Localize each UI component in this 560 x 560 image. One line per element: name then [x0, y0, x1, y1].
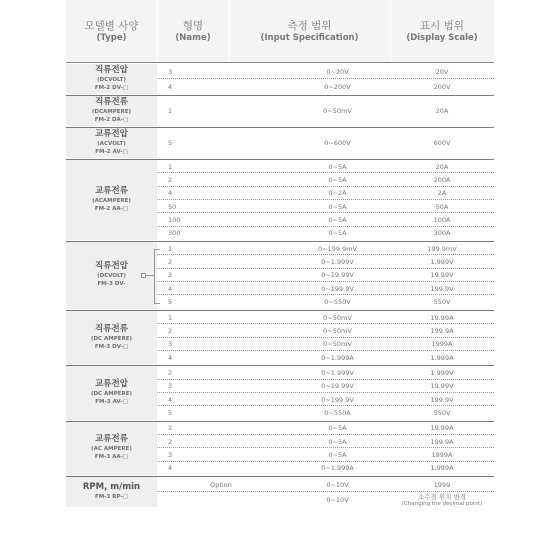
input-cell: 0~5A	[328, 202, 347, 211]
name-cell: 4	[168, 189, 173, 198]
name-cell: 3	[168, 340, 173, 349]
header-input	[229, 0, 390, 62]
table-row	[157, 255, 494, 268]
input-cell: 0~10V	[326, 495, 349, 504]
display-value: 19.99V	[430, 271, 454, 280]
header-model-ko: 모델별 사양	[84, 19, 139, 32]
display-value: 소수점 위치 변경	[417, 492, 467, 501]
model-name-ko: 직류전압	[95, 65, 128, 75]
name-cell: 4	[168, 284, 173, 293]
display-cell	[390, 160, 494, 173]
table-row	[157, 324, 494, 337]
model-code: FM-3 DV-	[97, 281, 126, 288]
table-row	[157, 296, 494, 309]
input-cell: 0~19.99V	[321, 271, 354, 280]
input-cell: 0~1.999A	[321, 464, 354, 473]
model-name-ko: 교류전압	[95, 129, 128, 139]
input-cell: 0~5A	[328, 162, 347, 171]
header-divider	[157, 0, 158, 62]
model-cell	[66, 128, 157, 158]
table-row	[157, 492, 494, 507]
name-cell: Option	[210, 480, 232, 489]
display-value: 199.9A	[430, 326, 454, 335]
name-cell: 3	[168, 382, 173, 391]
input-cell: 0~1.999A	[321, 353, 354, 362]
display-value: 2A	[437, 189, 447, 198]
display-value: 1.999V	[430, 368, 454, 377]
header-display	[390, 0, 494, 62]
display-cell	[390, 255, 494, 268]
table-row	[157, 282, 494, 295]
display-value: 199.9V	[430, 284, 454, 293]
display-cell	[390, 128, 494, 158]
table-row	[157, 242, 494, 255]
table-row	[157, 435, 494, 448]
display-cell	[390, 448, 494, 461]
model-name-ko: 교류전류	[95, 186, 128, 197]
input-cell: 0~550V	[324, 298, 351, 307]
display-cell	[390, 187, 494, 200]
name-cell: 4	[168, 82, 173, 91]
display-value: 19.99A	[430, 424, 454, 433]
model-code: FM-2 DA-□	[94, 117, 129, 123]
display-value: 1999	[433, 480, 451, 489]
table-row	[157, 380, 494, 393]
input-cell: 0~19.99V	[321, 382, 354, 391]
input-cell: 0~199.9mV	[318, 244, 357, 253]
name-cell	[157, 492, 285, 507]
table-row	[157, 173, 494, 186]
display-value: 20V	[435, 67, 449, 76]
display-cell	[390, 422, 494, 435]
bracket-marker	[141, 273, 146, 278]
display-value: 19.99A	[430, 313, 454, 322]
model-code: FM-3 DV-□	[94, 343, 129, 350]
input-cell: 0~50mV	[323, 326, 352, 335]
display-cell	[390, 324, 494, 337]
display-value: 1.999V	[430, 258, 454, 267]
model-code: FM-3 AV-□	[95, 398, 128, 405]
table-row	[157, 422, 494, 435]
table-row	[157, 200, 494, 213]
header-name-en: (Name)	[175, 32, 211, 43]
name-cell: 4	[168, 395, 173, 404]
display-value: 1.999A	[430, 464, 454, 473]
model-code: FM-3 RP-□	[95, 494, 128, 501]
input-cell: 0~5A	[328, 424, 347, 433]
display-value: 200A	[433, 176, 451, 185]
name-cell: 1	[168, 424, 173, 433]
model-code: FM-2 AA-□	[94, 206, 129, 213]
model-name-en: (DC AMPERE)	[90, 335, 133, 342]
spec-table	[66, 0, 494, 560]
name-cell: 2	[168, 437, 173, 446]
model-name-en: (DCVOLT)	[97, 273, 126, 280]
display-cell	[390, 477, 494, 492]
display-value: 200V	[433, 82, 451, 91]
name-cell: 1	[168, 107, 173, 115]
table-row	[157, 128, 494, 158]
name-cell: 1	[168, 313, 173, 322]
model-name-ko: 교류전압	[95, 378, 128, 389]
display-cell	[390, 462, 494, 475]
display-cell	[390, 351, 494, 364]
table-row	[157, 96, 494, 126]
input-cell: 0~20V	[326, 67, 349, 76]
model-name-ko: 직류전압	[95, 261, 128, 272]
input-cell: 0~600V	[324, 139, 351, 147]
display-value: 19.99V	[430, 382, 454, 391]
display-value: 1999A	[431, 451, 453, 460]
name-cell: 2	[168, 258, 173, 267]
display-value: 199.9mV	[427, 244, 457, 253]
table-row	[157, 406, 494, 419]
model-cell	[66, 366, 157, 419]
bracket-line	[154, 249, 160, 304]
display-value: 199.9V	[430, 395, 454, 404]
input-cell: 0~199.9V	[321, 395, 354, 404]
display-value: 1.999A	[430, 353, 454, 362]
display-cell	[390, 173, 494, 186]
model-name-en: (ACAMPERE)	[92, 198, 131, 205]
input-cell: 0~1.999V	[321, 368, 354, 377]
display-cell	[390, 242, 494, 255]
display-cell	[390, 406, 494, 419]
table-row	[157, 269, 494, 282]
input-cell: 0~5A	[328, 229, 347, 238]
header-display-ko: 표시 범위	[420, 19, 464, 32]
display-cell	[390, 79, 494, 94]
model-cell	[66, 96, 157, 126]
name-cell: 5	[168, 408, 173, 417]
table-row	[157, 227, 494, 240]
model-cell	[66, 422, 157, 475]
display-value: 1999A	[431, 340, 453, 349]
table-row	[157, 393, 494, 406]
table-row	[157, 79, 494, 94]
model-cell	[66, 311, 157, 364]
display-cell	[390, 96, 494, 126]
model-cell	[66, 64, 157, 94]
input-cell: 0~50mV	[323, 313, 352, 322]
display-cell	[390, 393, 494, 406]
display-value: 550V	[433, 298, 451, 307]
name-cell: 5	[168, 298, 173, 307]
display-cell	[390, 269, 494, 282]
input-cell: 0~5A	[328, 216, 347, 225]
model-cell	[66, 477, 157, 507]
header-divider	[390, 0, 391, 62]
header-display-en: (Display Scale)	[406, 32, 478, 43]
model-name-ko: 직류전류	[95, 97, 128, 107]
model-name-ko: RPM, m/min	[82, 482, 141, 493]
input-cell: 0~10V	[326, 480, 349, 489]
table-header	[66, 0, 494, 63]
display-value: 199.9A	[430, 437, 454, 446]
name-cell: 2	[168, 176, 173, 185]
model-code: FM-2 AV-□	[95, 149, 128, 155]
table-row	[157, 477, 494, 492]
input-cell: 0~50mV	[323, 340, 352, 349]
name-cell: 100	[168, 216, 181, 225]
table-row	[157, 64, 494, 79]
display-cell	[390, 64, 494, 79]
display-value: 20A	[435, 107, 449, 115]
table-row	[157, 311, 494, 324]
model-code: FM-2 DV-□	[94, 85, 129, 91]
model-code: FM-3 AA-□	[94, 454, 129, 461]
display-cell	[390, 213, 494, 226]
input-cell: 0~550A	[324, 408, 351, 417]
bracket-connector	[145, 275, 154, 276]
name-cell: 3	[168, 451, 173, 460]
input-cell: 0~2A	[328, 189, 347, 198]
model-name-ko: 교류전류	[95, 434, 128, 445]
model-name-en: (DCAMPERE)	[91, 109, 132, 115]
name-cell: 2	[168, 368, 173, 377]
display-value: 600V	[433, 139, 451, 147]
display-cell	[390, 282, 494, 295]
name-cell: 3	[168, 271, 173, 280]
table-row	[157, 448, 494, 461]
input-cell: 0~5A	[328, 437, 347, 446]
name-cell: 50	[168, 202, 177, 211]
display-cell	[390, 492, 494, 507]
header-input-ko: 측정 범위	[287, 19, 332, 32]
input-cell: 0~50mV	[323, 107, 352, 115]
input-cell: 0~200V	[324, 82, 351, 91]
display-cell	[390, 338, 494, 351]
name-cell: 4	[168, 353, 173, 362]
model-name-en: (DC AMPERE)	[90, 390, 133, 397]
table-row	[157, 366, 494, 379]
input-cell: 0~199.9V	[321, 284, 354, 293]
header-model-en: (Type)	[96, 32, 127, 43]
model-name-ko: 직류전류	[95, 323, 128, 334]
input-cell: 0~5A	[328, 176, 347, 185]
input-cell: 0~5A	[328, 451, 347, 460]
display-value: 50A	[435, 202, 449, 211]
display-cell	[390, 200, 494, 213]
model-cell	[66, 160, 157, 240]
header-model	[66, 0, 157, 62]
display-cell	[390, 366, 494, 379]
header-input-en: (Input Specification)	[260, 32, 359, 43]
table-row	[157, 351, 494, 364]
display-value: 100A	[433, 216, 451, 225]
model-name-en: (ACVOLT)	[97, 141, 126, 147]
display-cell	[390, 227, 494, 240]
table-row	[157, 462, 494, 475]
name-cell: 1	[168, 162, 173, 171]
display-value: 20A	[435, 162, 449, 171]
display-note: (Changing the decimal point)	[401, 500, 483, 507]
model-name-en: (AC AMPERE)	[91, 446, 132, 453]
display-cell	[390, 311, 494, 324]
table-row	[157, 213, 494, 226]
display-value: 300A	[433, 229, 451, 238]
header-name-ko: 형명	[182, 19, 204, 32]
input-cell: 0~1.999V	[321, 258, 354, 267]
table-row	[157, 187, 494, 200]
name-cell: 300	[168, 229, 181, 238]
name-cell: 1	[168, 244, 173, 253]
display-value: 550V	[433, 408, 451, 417]
name-cell: 5	[168, 139, 173, 147]
table-row	[157, 160, 494, 173]
model-name-en: (DCVOLT)	[97, 77, 126, 83]
name-cell: 2	[168, 326, 173, 335]
display-cell	[390, 296, 494, 309]
name-cell: 4	[168, 464, 173, 473]
display-cell	[390, 435, 494, 448]
name-cell: 3	[168, 67, 173, 76]
display-cell	[390, 380, 494, 393]
table-row	[157, 338, 494, 351]
header-divider	[229, 0, 230, 62]
header-name	[157, 0, 229, 62]
